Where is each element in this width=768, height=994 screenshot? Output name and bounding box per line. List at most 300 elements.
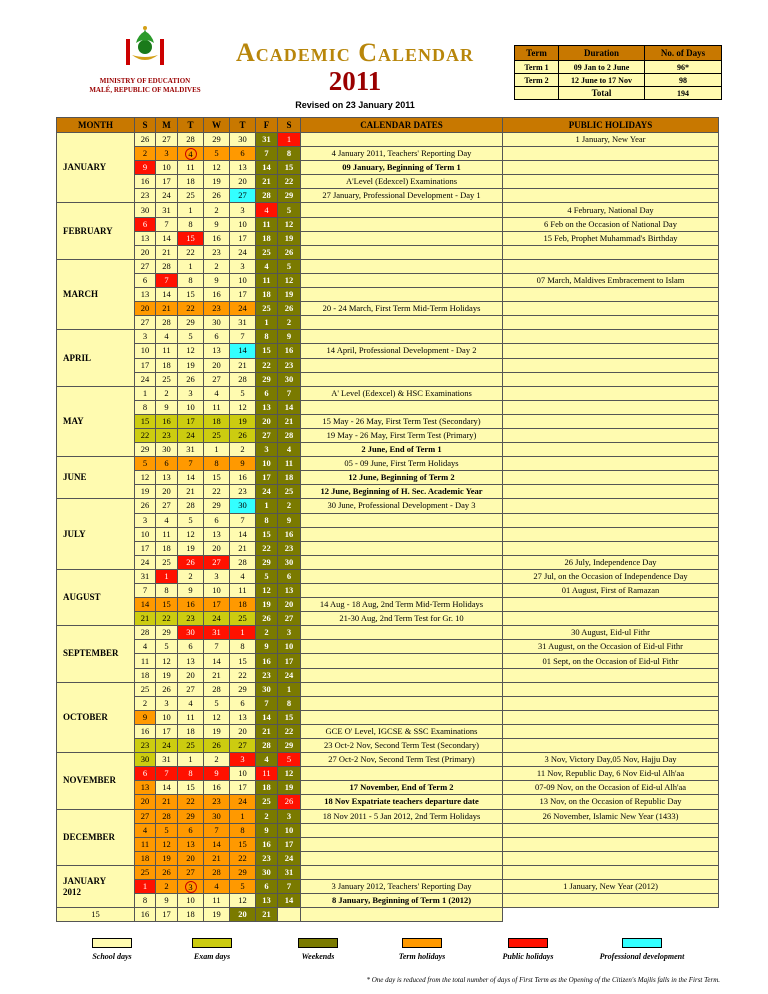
day-cell: 11 (256, 273, 278, 287)
legend-swatch (298, 938, 338, 948)
day-cell: 7 (230, 330, 256, 344)
week-row (57, 739, 719, 753)
day-cell: 21 (156, 245, 178, 259)
day-cell: 19 (204, 908, 230, 922)
day-cell: 25 (178, 189, 204, 203)
day-cell: 3 (256, 443, 278, 457)
public-holiday-note: 15 Feb, Prophet Muhammad's Birthday (503, 231, 719, 245)
day-cell: 7 (156, 767, 178, 781)
day-cell: 15 (57, 908, 135, 922)
summary-cell: 12 June to 17 Nov (559, 74, 645, 87)
month-label: DECEMBER (57, 809, 135, 865)
week-row (57, 471, 719, 485)
week-row (57, 809, 719, 823)
day-cell: 6 (230, 147, 256, 161)
day-cell: 2 (135, 147, 156, 161)
calendar-date-note: 05 - 09 June, First Term Holidays (301, 457, 503, 471)
day-cell: 19 (278, 781, 301, 795)
week-row (57, 682, 719, 696)
day-cell: 23 (204, 302, 230, 316)
public-holiday-note (503, 428, 719, 442)
week-row (57, 302, 719, 316)
day-cell: 14 (278, 894, 301, 908)
day-cell: 4 (278, 443, 301, 457)
day-cell: 9 (135, 161, 156, 175)
calendar-date-note: GCE O' Level, IGCSE & SSC Examinations (301, 724, 503, 738)
day-cell: 1 (135, 879, 156, 893)
day-cell: 17 (135, 358, 156, 372)
day-cell: 20 (135, 302, 156, 316)
day-cell: 15 (230, 837, 256, 851)
day-cell: 3 (230, 259, 256, 273)
day-cell: 23 (178, 612, 204, 626)
day-cell: 7 (256, 147, 278, 161)
day-cell: 2 (178, 569, 204, 583)
summary-cell: 98 (645, 74, 722, 87)
day-cell: 11 (156, 344, 178, 358)
day-cell: 12 (230, 400, 256, 414)
column-header: T (178, 118, 204, 133)
day-cell: 7 (178, 457, 204, 471)
public-holiday-note (503, 330, 719, 344)
month-label: JULY (57, 499, 135, 569)
calendar-date-note (301, 851, 503, 865)
day-cell: 2 (278, 316, 301, 330)
week-row (57, 710, 719, 724)
day-cell: 14 (230, 344, 256, 358)
day-cell: 30 (278, 372, 301, 386)
day-cell: 3 (278, 626, 301, 640)
day-cell: 18 (204, 414, 230, 428)
legend-item (62, 938, 162, 961)
day-cell: 13 (204, 344, 230, 358)
day-cell: 1 (278, 133, 301, 147)
public-holiday-note (503, 259, 719, 273)
day-cell: 31 (256, 133, 278, 147)
day-cell: 1 (230, 809, 256, 823)
day-cell: 4 (204, 386, 230, 400)
day-cell: 4 (256, 259, 278, 273)
month-label: AUGUST (57, 569, 135, 625)
legend-swatch (402, 938, 442, 948)
day-cell: 18 (135, 668, 156, 682)
day-cell: 21 (156, 795, 178, 809)
public-holiday-note (503, 457, 719, 471)
day-cell: 19 (230, 414, 256, 428)
column-header: PUBLIC HOLIDAYS (503, 118, 719, 133)
day-cell: 23 (204, 245, 230, 259)
public-holiday-note: 1 January, New Year (503, 133, 719, 147)
column-header: S (135, 118, 156, 133)
calendar-date-note (301, 584, 503, 598)
day-cell: 8 (256, 513, 278, 527)
day-cell: 21 (204, 851, 230, 865)
public-holiday-note: 13 Nov, on the Occasion of Republic Day (503, 795, 719, 809)
week-row (57, 245, 719, 259)
calendar-date-note: 2 June, End of Term 1 (301, 443, 503, 457)
day-cell: 21 (135, 612, 156, 626)
day-cell: 21 (230, 358, 256, 372)
day-cell: 9 (278, 513, 301, 527)
day-cell: 4 (178, 147, 204, 161)
calendar-date-note: 27 January, Professional Development - Day 1 (301, 189, 503, 203)
day-cell: 13 (178, 654, 204, 668)
day-cell: 3 (230, 203, 256, 217)
day-cell: 27 (135, 316, 156, 330)
calendar-date-note: 17 November, End of Term 2 (301, 781, 503, 795)
day-cell: 4 (178, 696, 204, 710)
summary-cell: Term 1 (515, 61, 559, 74)
day-cell: 18 (135, 851, 156, 865)
day-cell: 22 (278, 724, 301, 738)
summary-total-value: 194 (645, 87, 722, 100)
calendar-date-note (301, 231, 503, 245)
day-cell: 1 (256, 499, 278, 513)
day-cell: 20 (178, 668, 204, 682)
week-row (57, 640, 719, 654)
public-holiday-note: 31 August, on the Occasion of Eid-ul Fithr (503, 640, 719, 654)
term-summary-table (514, 45, 722, 100)
calendar-date-note (301, 767, 503, 781)
week-row (57, 837, 719, 851)
day-cell: 16 (135, 908, 156, 922)
legend-label: Weekends (301, 952, 335, 961)
week-row (57, 175, 719, 189)
day-cell: 21 (178, 485, 204, 499)
calendar-date-note: 15 May - 26 May, First Term Test (Secondary) (301, 414, 503, 428)
week-row (57, 626, 719, 640)
day-cell: 12 (178, 344, 204, 358)
day-cell: 8 (178, 273, 204, 287)
public-holiday-note (503, 696, 719, 710)
day-cell: 10 (135, 527, 156, 541)
day-cell: 28 (204, 682, 230, 696)
column-header: CALENDAR DATES (301, 118, 503, 133)
column-header: F (256, 118, 278, 133)
calendar-date-note (301, 640, 503, 654)
day-cell: 4 (256, 753, 278, 767)
year-title: 2011 (328, 66, 382, 96)
day-cell: 6 (204, 330, 230, 344)
day-cell: 25 (204, 428, 230, 442)
day-cell: 13 (135, 781, 156, 795)
day-cell: 11 (178, 710, 204, 724)
day-cell: 24 (156, 739, 178, 753)
day-cell: 16 (278, 527, 301, 541)
day-cell: 25 (135, 865, 156, 879)
month-label: OCTOBER (57, 682, 135, 752)
day-cell: 5 (204, 696, 230, 710)
day-cell: 16 (230, 471, 256, 485)
day-cell: 21 (256, 724, 278, 738)
day-cell: 11 (230, 584, 256, 598)
day-cell: 31 (230, 316, 256, 330)
legend-item (268, 938, 368, 961)
day-cell: 14 (230, 527, 256, 541)
day-cell: 21 (230, 541, 256, 555)
day-cell: 10 (135, 344, 156, 358)
day-cell: 12 (278, 217, 301, 231)
day-cell: 3 (178, 879, 204, 893)
day-cell: 6 (135, 217, 156, 231)
calendar-date-note: 23 Oct-2 Nov, Second Term Test (Secondary) (301, 739, 503, 753)
week-row (57, 823, 719, 837)
day-cell: 30 (135, 753, 156, 767)
day-cell: 9 (156, 400, 178, 414)
day-cell: 6 (178, 823, 204, 837)
day-cell: 18 (178, 908, 204, 922)
public-holiday-note (503, 288, 719, 302)
day-cell: 10 (230, 217, 256, 231)
month-label: JUNE (57, 457, 135, 499)
day-cell: 16 (135, 175, 156, 189)
public-holiday-note (503, 894, 719, 908)
day-cell: 1 (278, 682, 301, 696)
public-holiday-note (503, 513, 719, 527)
public-holiday-note (503, 175, 719, 189)
day-cell: 7 (135, 584, 156, 598)
day-cell: 24 (178, 428, 204, 442)
legend-label: Professional development (599, 952, 685, 961)
day-cell: 30 (204, 316, 230, 330)
calendar-date-note (301, 837, 503, 851)
day-cell: 6 (178, 640, 204, 654)
day-cell: 30 (230, 499, 256, 513)
day-cell: 23 (256, 668, 278, 682)
week-row (57, 696, 719, 710)
day-cell: 12 (135, 471, 156, 485)
day-cell: 4 (230, 569, 256, 583)
calendar-date-note: 30 June, Professional Development - Day 3 (301, 499, 503, 513)
calendar-date-note: 12 June, Beginning of Term 2 (301, 471, 503, 485)
legend-label: Public holidays (502, 952, 554, 961)
summary-cell: 09 Jan to 2 June (559, 61, 645, 74)
day-cell: 11 (204, 894, 230, 908)
day-cell: 26 (278, 795, 301, 809)
calendar-date-note (301, 217, 503, 231)
public-holiday-note (503, 668, 719, 682)
day-cell: 18 (256, 288, 278, 302)
day-cell: 22 (256, 541, 278, 555)
week-row (57, 372, 719, 386)
day-cell: 29 (256, 555, 278, 569)
day-cell: 14 (156, 231, 178, 245)
day-cell: 18 (178, 724, 204, 738)
day-cell: 26 (178, 555, 204, 569)
calendar-date-note (301, 259, 503, 273)
week-row (57, 795, 719, 809)
calendar-date-note (301, 245, 503, 259)
day-cell: 16 (204, 231, 230, 245)
public-holiday-note (503, 189, 719, 203)
month-label: JANUARY (57, 133, 135, 203)
day-cell: 28 (178, 133, 204, 147)
week-row (57, 485, 719, 499)
day-cell: 23 (135, 739, 156, 753)
day-cell: 26 (156, 682, 178, 696)
calendar-date-note: 4 January 2011, Teachers' Reporting Day (301, 147, 503, 161)
day-cell: 11 (156, 527, 178, 541)
day-cell: 14 (135, 598, 156, 612)
day-cell: 5 (230, 879, 256, 893)
day-cell: 27 (230, 739, 256, 753)
calendar-date-note (301, 569, 503, 583)
week-row (57, 584, 719, 598)
calendar-date-note (301, 626, 503, 640)
day-cell: 15 (278, 161, 301, 175)
summary-header: No. of Days (645, 46, 722, 61)
column-header: MONTH (57, 118, 135, 133)
day-cell: 15 (256, 527, 278, 541)
week-row (57, 908, 719, 922)
legend-label: Term holidays (398, 952, 446, 961)
day-cell: 14 (204, 654, 230, 668)
day-cell: 5 (278, 203, 301, 217)
day-cell: 2 (256, 809, 278, 823)
calendar-date-note: 14 Aug - 18 Aug, 2nd Term Mid-Term Holidays (301, 598, 503, 612)
day-cell: 29 (135, 443, 156, 457)
month-label: FEBRUARY (57, 203, 135, 259)
week-row (57, 851, 719, 865)
day-cell: 19 (156, 668, 178, 682)
legend-swatch (92, 938, 132, 948)
day-cell: 31 (135, 569, 156, 583)
week-row (57, 879, 719, 893)
day-cell: 4 (135, 640, 156, 654)
legend-item (478, 938, 578, 961)
legend-item (372, 938, 472, 961)
day-cell: 31 (178, 443, 204, 457)
day-cell: 8 (230, 823, 256, 837)
day-cell: 20 (135, 795, 156, 809)
legend-label: Exam days (193, 952, 231, 961)
day-cell: 11 (278, 457, 301, 471)
day-cell: 21 (204, 668, 230, 682)
public-holiday-note (503, 471, 719, 485)
day-cell: 23 (256, 851, 278, 865)
public-holiday-note (503, 414, 719, 428)
day-cell: 12 (204, 710, 230, 724)
day-cell: 2 (256, 626, 278, 640)
day-cell: 21 (278, 414, 301, 428)
day-cell: 17 (135, 541, 156, 555)
day-cell: 14 (256, 710, 278, 724)
day-cell: 26 (278, 245, 301, 259)
day-cell: 26 (230, 428, 256, 442)
public-holiday-note (503, 344, 719, 358)
public-holiday-note: 4 February, National Day (503, 203, 719, 217)
public-holiday-note: 07-09 Nov, on the Occasion of Eid-ul Alh'aa (503, 781, 719, 795)
day-cell: 30 (156, 443, 178, 457)
day-cell: 8 (256, 330, 278, 344)
month-label: MARCH (57, 259, 135, 329)
calendar-date-note (301, 823, 503, 837)
public-holiday-note: 01 Sept, on the Occasion of Eid-ul Fithr (503, 654, 719, 668)
day-cell: 17 (278, 654, 301, 668)
day-cell: 8 (178, 767, 204, 781)
day-cell: 3 (135, 330, 156, 344)
public-holiday-note (503, 147, 719, 161)
day-cell: 27 (230, 189, 256, 203)
day-cell: 26 (135, 499, 156, 513)
public-holiday-note (503, 837, 719, 851)
day-cell: 3 (156, 696, 178, 710)
calendar-date-note: 09 January, Beginning of Term 1 (301, 161, 503, 175)
day-cell: 24 (278, 668, 301, 682)
day-cell: 26 (278, 302, 301, 316)
day-cell: 18 (178, 175, 204, 189)
day-cell: 17 (204, 598, 230, 612)
day-cell: 27 (178, 865, 204, 879)
day-cell: 29 (256, 372, 278, 386)
day-cell: 11 (178, 161, 204, 175)
day-cell: 10 (256, 457, 278, 471)
public-holiday-note (503, 372, 719, 386)
day-cell: 24 (230, 302, 256, 316)
day-cell: 29 (178, 316, 204, 330)
day-cell: 8 (230, 640, 256, 654)
week-row (57, 668, 719, 682)
month-label: JANUARY 2012 (57, 865, 135, 907)
week-row (57, 724, 719, 738)
day-cell: 22 (178, 245, 204, 259)
day-cell: 16 (256, 654, 278, 668)
day-cell: 27 (156, 499, 178, 513)
calendar-date-note: 19 May - 26 May, First Term Test (Primary) (301, 428, 503, 442)
month-label: APRIL (57, 330, 135, 386)
day-cell: 30 (256, 682, 278, 696)
calendar-date-note (301, 288, 503, 302)
day-cell: 18 (156, 358, 178, 372)
public-holiday-note (503, 245, 719, 259)
day-cell: 28 (278, 428, 301, 442)
week-row (57, 443, 719, 457)
day-cell: 12 (156, 654, 178, 668)
day-cell: 17 (256, 471, 278, 485)
day-cell: 8 (156, 584, 178, 598)
week-row (57, 273, 719, 287)
day-cell: 18 (256, 231, 278, 245)
day-cell: 13 (230, 710, 256, 724)
legend-item (592, 938, 692, 961)
day-cell: 23 (156, 428, 178, 442)
week-row (57, 428, 719, 442)
day-cell: 6 (135, 767, 156, 781)
month-label: MAY (57, 386, 135, 456)
day-cell: 25 (156, 372, 178, 386)
day-cell: 8 (204, 457, 230, 471)
day-cell: 19 (278, 288, 301, 302)
public-holiday-note: 3 Nov, Victory Day,05 Nov, Hajju Day (503, 753, 719, 767)
day-cell: 28 (156, 259, 178, 273)
week-row (57, 598, 719, 612)
day-cell: 9 (178, 584, 204, 598)
page-title: Academic Calendar (235, 38, 475, 67)
day-cell: 25 (278, 485, 301, 499)
week-row (57, 189, 719, 203)
public-holiday-note (503, 710, 719, 724)
calendar-date-note (301, 372, 503, 386)
day-cell: 29 (278, 189, 301, 203)
column-header: S (278, 118, 301, 133)
day-cell: 2 (204, 259, 230, 273)
public-holiday-note (503, 302, 719, 316)
day-cell: 1 (204, 443, 230, 457)
public-holiday-note (503, 400, 719, 414)
day-cell: 18 (256, 781, 278, 795)
day-cell: 15 (178, 231, 204, 245)
day-cell: 10 (178, 894, 204, 908)
